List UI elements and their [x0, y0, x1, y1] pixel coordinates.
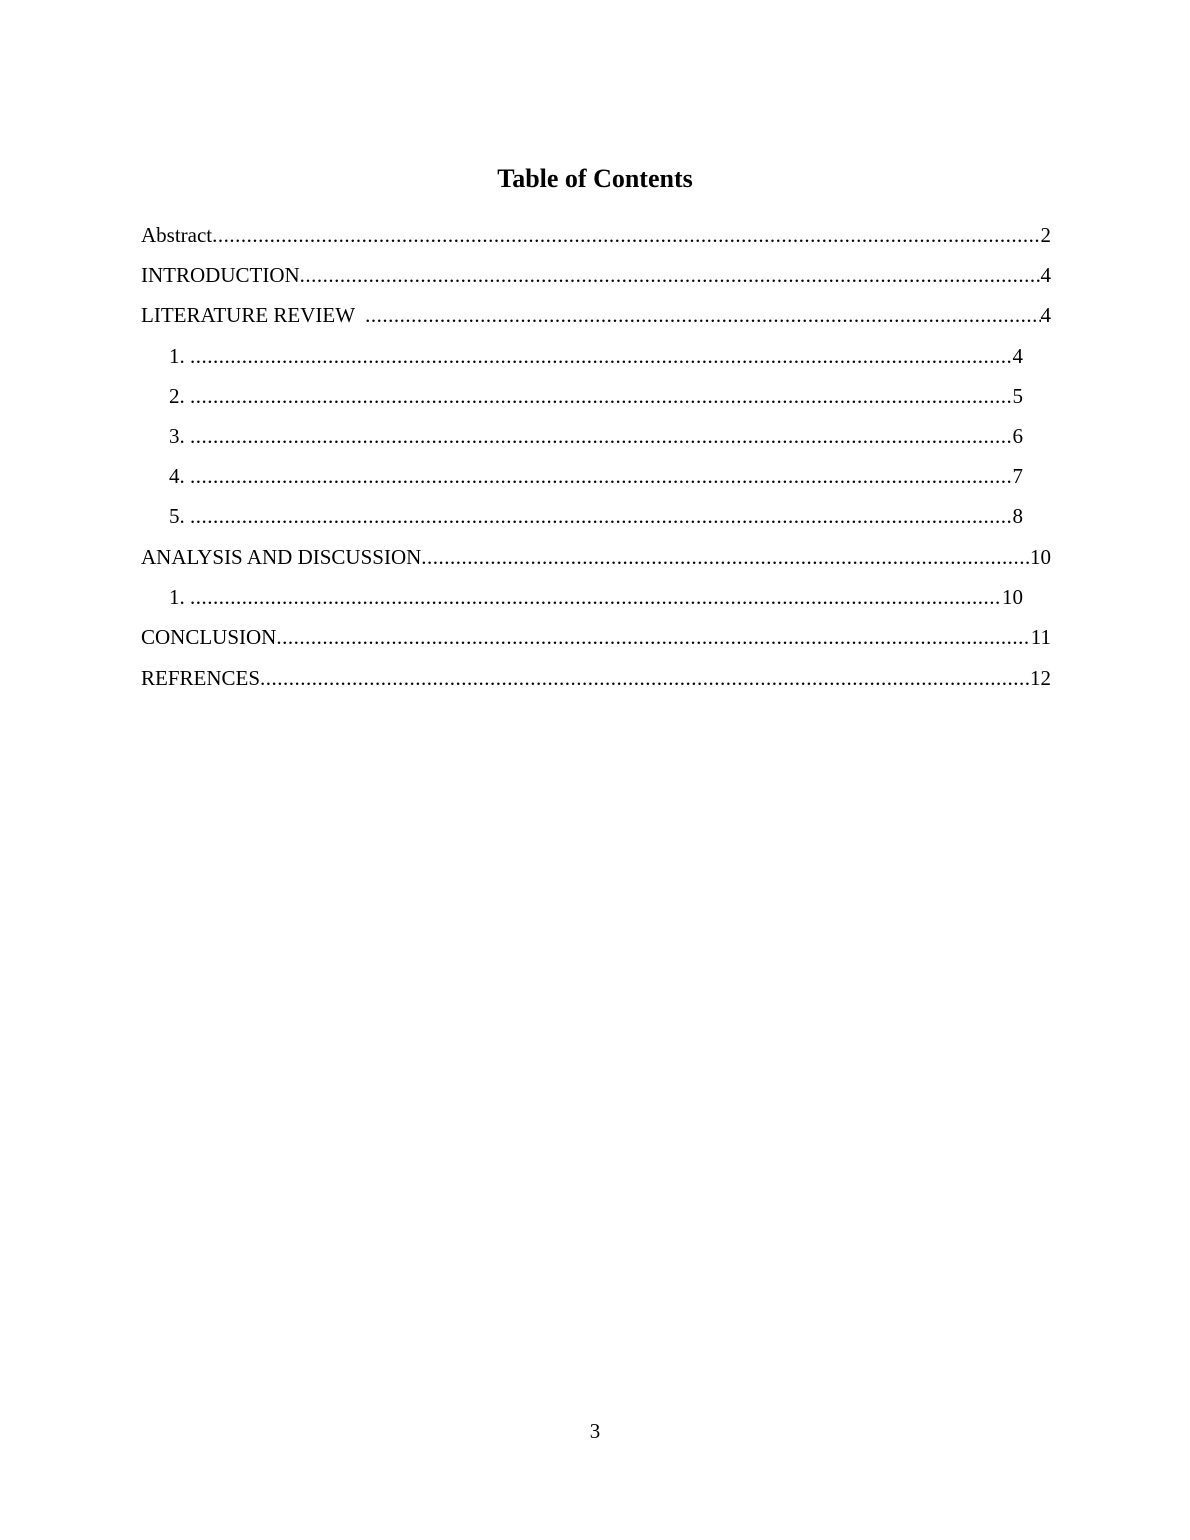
toc-dot-leader [300, 260, 1041, 290]
toc-entry-page: 11 [1030, 625, 1051, 649]
toc-entry-label: REFRENCES [141, 666, 261, 690]
toc-title: Table of Contents [497, 164, 693, 193]
toc-dot-leader [190, 341, 1013, 371]
toc-entry-literature-review-5[interactable] [169, 501, 1023, 531]
toc-entry-label: ANALYSIS AND DISCUSSION [141, 545, 422, 569]
toc-entry-page: 2 [1040, 223, 1051, 247]
toc-entry-label: 2. [169, 384, 190, 408]
toc-entry-introduction[interactable] [141, 260, 1051, 290]
toc-entry-page: 4 [1012, 344, 1023, 368]
toc-entry-literature-review-4[interactable] [169, 461, 1023, 491]
toc-entry-page: 5 [1012, 384, 1023, 408]
toc-entry-label: INTRODUCTION [141, 263, 300, 287]
page-number: 3 [589, 1419, 601, 1443]
toc-entry-page: 4 [1040, 263, 1051, 287]
toc-entry-label: 3. [169, 424, 190, 448]
toc-entry-literature-review-3[interactable] [169, 421, 1023, 451]
toc-entry-label: Abstract [141, 223, 213, 247]
toc-entry-page: 8 [1012, 504, 1023, 528]
toc-entry-page: 10 [1002, 585, 1023, 609]
toc-entry-literature-review[interactable] [141, 300, 1051, 330]
toc-entry-label: 4. [169, 464, 190, 488]
toc-dot-leader [276, 622, 1030, 652]
toc-dot-leader [260, 663, 1030, 693]
toc-dot-leader [190, 501, 1013, 531]
toc-entry-analysis-and-discussion-1[interactable] [169, 582, 1023, 612]
toc-entry-page: 4 [1040, 303, 1051, 327]
toc-dot-leader [190, 381, 1013, 411]
toc-entry-label: 1. [169, 585, 190, 609]
toc-entry-abstract[interactable] [141, 220, 1051, 250]
toc-dot-leader [190, 461, 1013, 491]
toc-entry-page: 12 [1030, 666, 1051, 690]
toc-dot-leader [190, 421, 1013, 451]
toc-entry-references[interactable] [141, 663, 1051, 693]
toc-entry-page: 7 [1012, 464, 1023, 488]
toc-dot-leader [365, 300, 1040, 330]
toc-entry-analysis-and-discussion[interactable] [141, 542, 1051, 572]
toc-entry-literature-review-2[interactable] [169, 381, 1023, 411]
toc-entry-page: 6 [1012, 424, 1023, 448]
toc-entry-label: 5. [169, 504, 190, 528]
toc-entry-label: CONCLUSION [141, 625, 277, 649]
toc-dot-leader [421, 542, 1030, 572]
toc-entry-label: LITERATURE REVIEW [141, 303, 366, 327]
toc-dot-leader [190, 582, 1002, 612]
toc-entry-page: 10 [1030, 545, 1051, 569]
toc-entry-conclusion[interactable] [141, 622, 1051, 652]
toc-entry-label: 1. [169, 344, 190, 368]
toc-entry-literature-review-1[interactable] [169, 341, 1023, 371]
toc-dot-leader [212, 220, 1040, 250]
